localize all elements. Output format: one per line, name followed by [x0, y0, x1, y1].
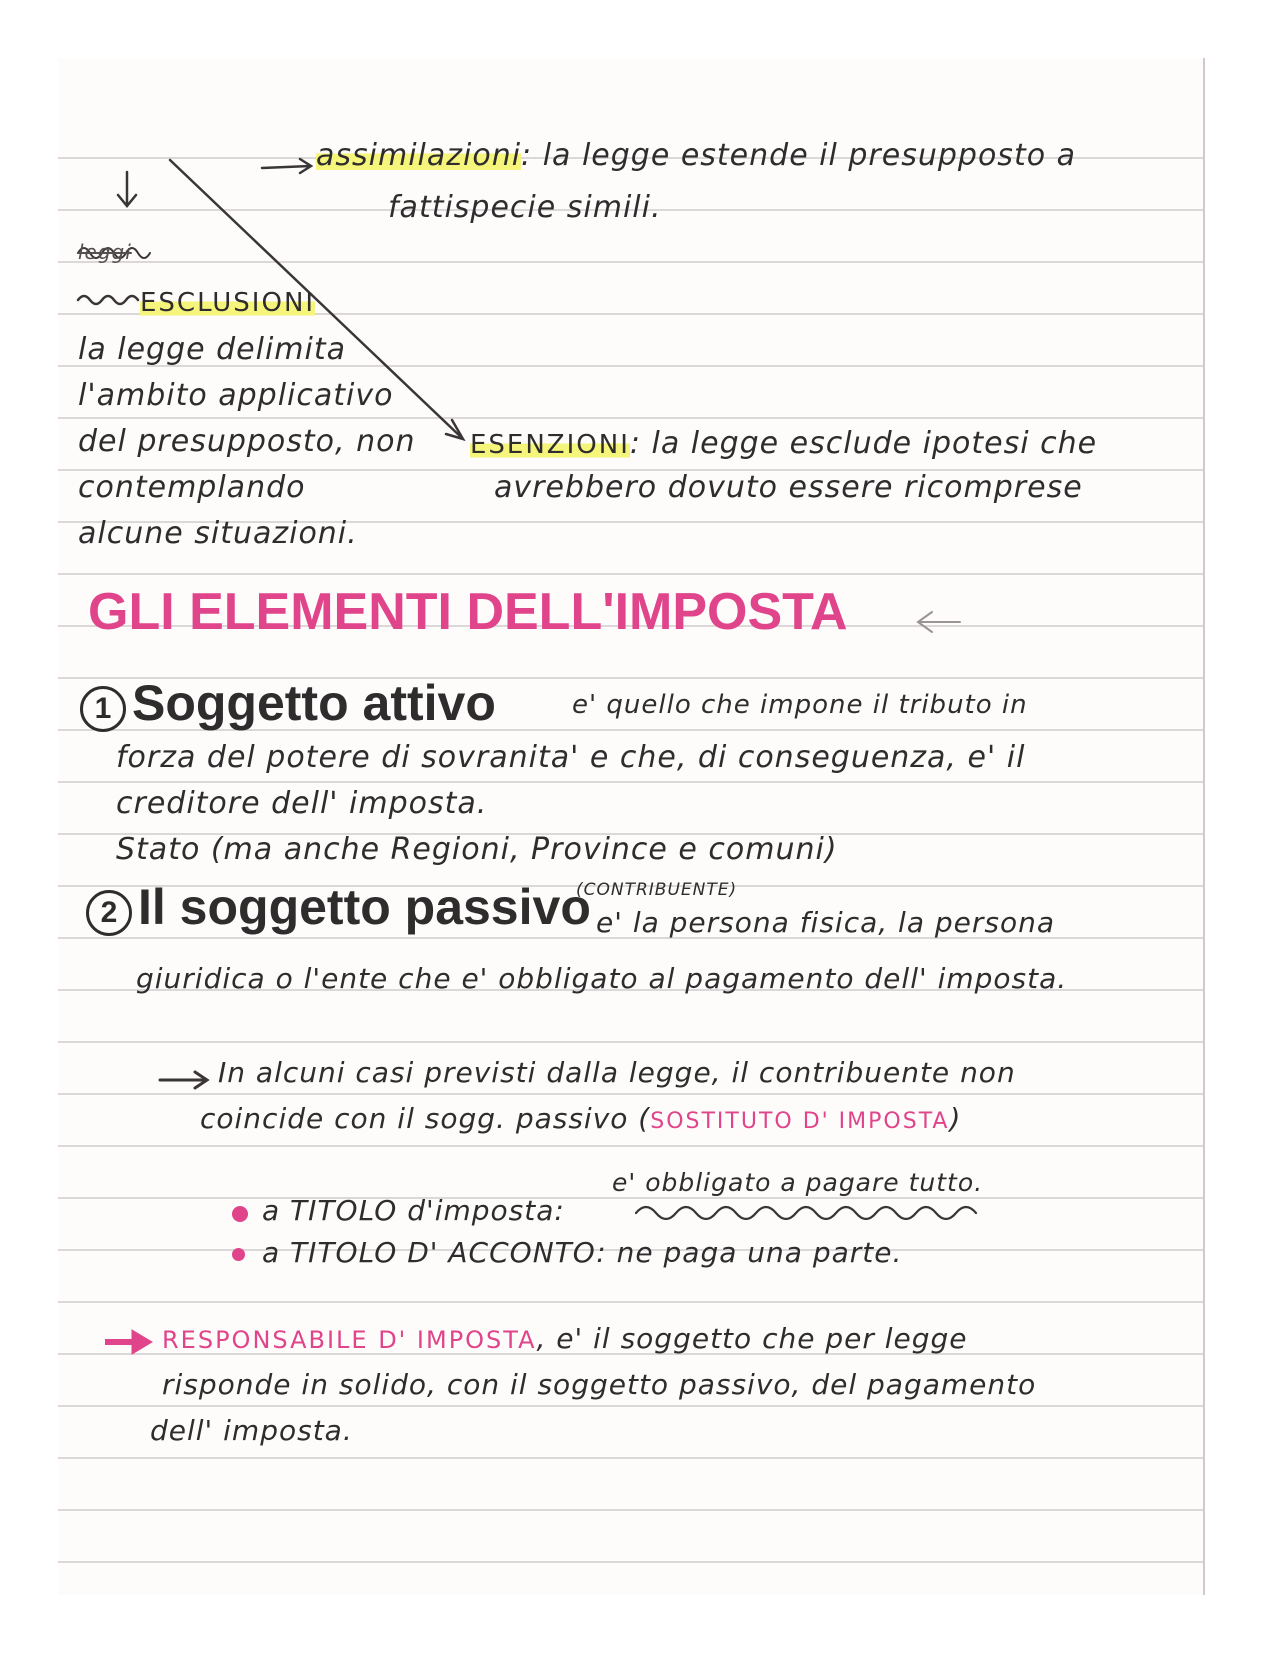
responsabile-line3: dell' imposta.: [150, 1414, 353, 1447]
bullet-dot: [232, 1206, 248, 1222]
sostituto-line2: [200, 1102, 961, 1135]
number-one-badge: 1: [80, 686, 126, 732]
section-title: GLI ELEMENTI DELL'IMPOSTA: [88, 583, 848, 641]
responsabile-line2: risponde in solido, con il soggetto passivo, del pagamento: [162, 1368, 1037, 1401]
assimilazioni-term: assimilazioni: [316, 138, 522, 173]
soggetto-attivo-line3: creditore dell' imposta.: [116, 786, 488, 821]
esenzioni-line2: avrebbero dovuto essere ricomprese: [494, 470, 1083, 505]
scribbled-word: leggi: [78, 240, 132, 264]
esclusioni-line4: contemplando: [78, 470, 306, 505]
esenzioni-line1: [470, 426, 1097, 461]
esenzioni-text1: la legge esclude ipotesi che: [651, 426, 1098, 461]
bullet2-label: a TITOLO D' ACCONTO:: [262, 1236, 607, 1269]
sostituto-line1: In alcuni casi previsti dalla legge, il contribuente non: [218, 1056, 1016, 1089]
bullet2: [262, 1236, 902, 1269]
soggetto-attivo-line2: forza del potere di sovranita' e che, di conseguenza, e' il: [116, 740, 1026, 775]
esclusioni-line5: alcune situazioni.: [78, 516, 358, 551]
esclusioni-term: [140, 288, 315, 318]
sostituto-term: SOSTITUTO D' IMPOSTA: [650, 1109, 950, 1134]
esenzioni-term: ESENZIONI: [470, 430, 630, 460]
contribuente-note: (CONTRIBUENTE): [576, 880, 738, 900]
assimilazioni-line1: [316, 138, 1076, 173]
bullet1-above: e' obbligato a pagare tutto.: [612, 1168, 984, 1197]
soggetto-attivo-line4: Stato (ma anche Regioni, Province e comuni): [116, 832, 838, 867]
esclusioni-line3: del presupposto, non: [78, 424, 416, 459]
esclusioni-line2: l'ambito applicativo: [78, 378, 394, 413]
soggetto-attivo-title: Soggetto attivo: [132, 675, 496, 731]
right-arrow-icon: [262, 166, 310, 168]
pink-arrow-icon: [105, 1330, 152, 1354]
esclusioni-term-text: ESCLUSIONI: [140, 288, 316, 318]
soggetto-attivo-line1: e' quello che impone il tributo in: [572, 690, 1028, 720]
responsabile-term: RESPONSABILE D' IMPOSTA: [162, 1326, 537, 1354]
sostituto-line2-b: ): [949, 1102, 962, 1135]
number-two-badge: 2: [86, 890, 132, 936]
bullet1-label: a TITOLO d'imposta:: [262, 1194, 565, 1227]
assimilazioni-sep: :: [521, 138, 533, 173]
bullet-dot: [232, 1248, 245, 1261]
responsabile-line1: [162, 1322, 968, 1355]
assimilazioni-line2: fattispecie simili.: [388, 190, 662, 225]
soggetto-passivo-line2: giuridica o l'ente che e' obbligato al pagamento dell' imposta.: [136, 962, 1068, 995]
esenzioni-sep: :: [629, 426, 641, 461]
soggetto-passivo-line1: e' la persona fisica, la persona: [596, 906, 1056, 939]
responsabile-text1: , e' il soggetto che per legge: [536, 1322, 968, 1355]
esclusioni-line1: la legge delimita: [78, 332, 347, 367]
assimilazioni-text1: la legge estende il presupposto a: [542, 138, 1076, 173]
soggetto-passivo-title: Il soggetto passivo: [138, 879, 591, 935]
sostituto-line2-a: coincide con il sogg. passivo (: [200, 1102, 651, 1135]
bullet2-text: ne paga una parte.: [616, 1236, 903, 1269]
